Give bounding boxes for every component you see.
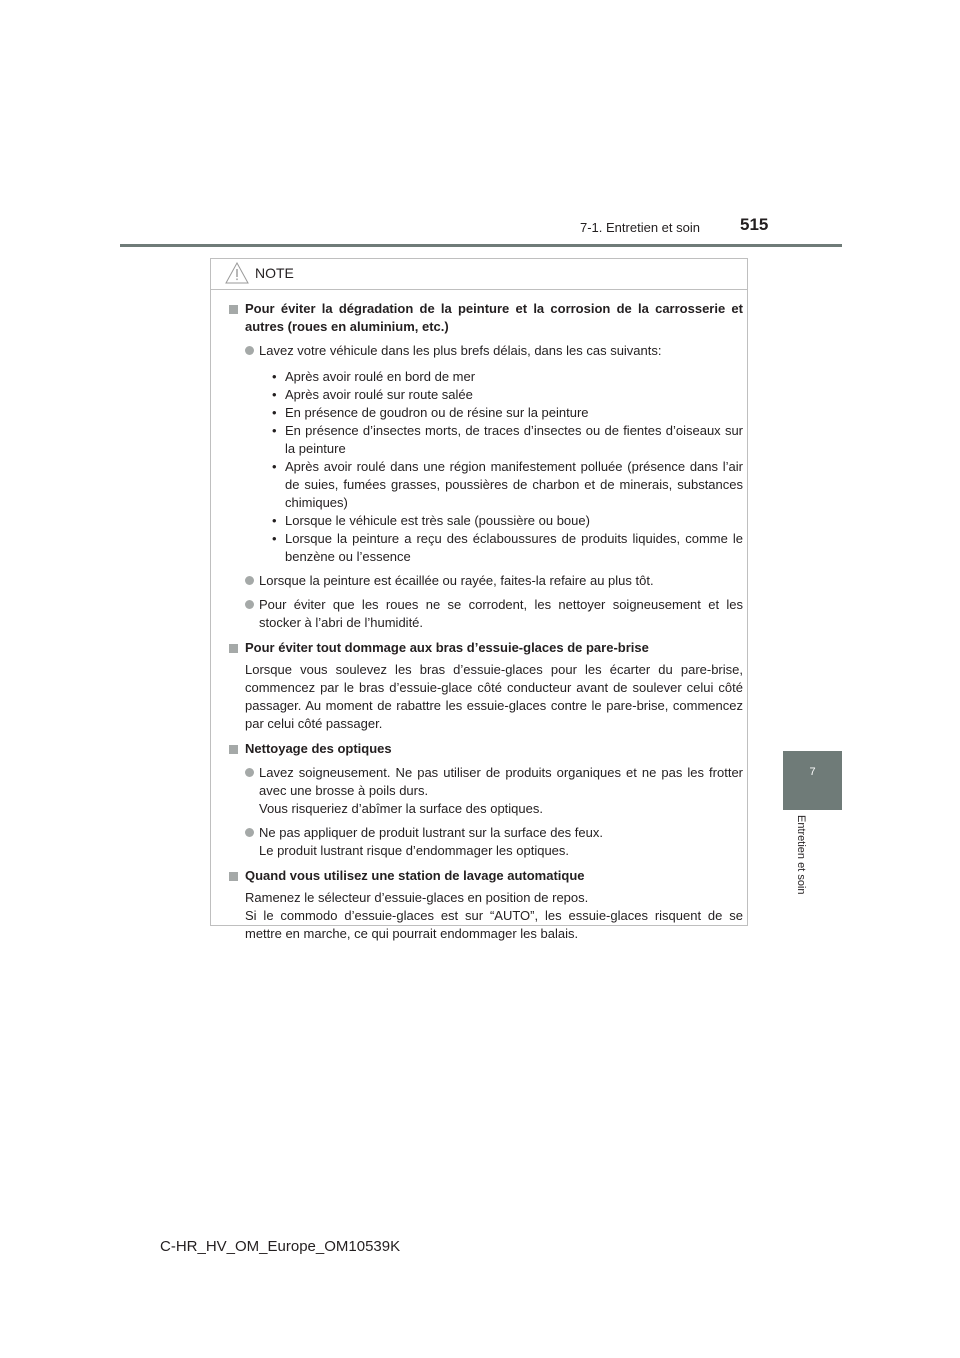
sub-list-item: • Lorsque la peinture a reçu des éclaboussures de produits liquides, comme le benzène ou l’essence xyxy=(272,530,743,566)
warning-triangle-icon xyxy=(225,262,249,289)
sub-list-item: • Après avoir roulé en bord de mer xyxy=(272,368,743,386)
section-paragraph: Lorsque vous soulevez les bras d’essuie-glaces pour les écarter du pare-brise, commencez par le bras d’essuie-glace côté conducteur avant de soulever celui côté passager. Au moment de rabattre les essuie-glaces contre le pare-brise, commencez par celui côté passager. xyxy=(245,662,743,731)
section-header: 7-1. Entretien et soin xyxy=(580,220,700,235)
bullet-item xyxy=(245,342,743,566)
note-section xyxy=(228,740,743,860)
chapter-title: Entretien et soin xyxy=(795,815,807,895)
bullet-text: Le produit lustrant risque d’endommager les optiques. xyxy=(259,843,570,858)
circle-bullet-icon xyxy=(245,768,254,777)
note-section xyxy=(228,867,743,943)
note-body xyxy=(211,290,747,943)
bullet-text: Lavez votre véhicule dans les plus brefs délais, dans les cas suivants: xyxy=(259,343,662,358)
bullet-item xyxy=(245,764,743,818)
circle-bullet-icon xyxy=(245,576,254,585)
sub-list-item: • En présence d’insectes morts, de traces d’insectes ou de fientes d’oiseaux sur la peinture xyxy=(272,422,743,458)
section-title: Pour éviter tout dommage aux bras d’essuie-glaces de pare-brise xyxy=(245,640,649,655)
bullet-item xyxy=(245,824,743,860)
sub-list-item: • Lorsque le véhicule est très sale (poussière ou boue) xyxy=(272,512,743,530)
sub-list-item: • Après avoir roulé sur route salée xyxy=(272,386,743,404)
note-header xyxy=(211,259,747,290)
note-section xyxy=(228,639,743,733)
sub-list xyxy=(272,368,743,566)
header-divider xyxy=(120,244,842,247)
circle-bullet-icon xyxy=(245,600,254,609)
circle-bullet-icon xyxy=(245,828,254,837)
note-title: NOTE xyxy=(255,265,294,281)
section-paragraph: Si le commodo d’essuie-glaces est sur “AUTO”, les essuie-glaces risquent de se mettre en marche, ce qui pourrait endommager les balais. xyxy=(245,908,743,941)
bullet-text: Ne pas appliquer de produit lustrant sur la surface des feux. xyxy=(259,825,603,840)
section-title: Pour éviter la dégradation de la peinture et la corrosion de la carrosserie et autres (roues en aluminium, etc.) xyxy=(245,301,743,334)
bullet-item xyxy=(245,572,743,590)
square-bullet-icon xyxy=(229,745,238,754)
square-bullet-icon xyxy=(229,305,238,314)
section-paragraph: Ramenez le sélecteur d’essuie-glaces en position de repos. xyxy=(245,890,589,905)
note-box xyxy=(210,258,748,941)
bullet-text: Pour éviter que les roues ne se corrodent, les nettoyer soigneusement et les stocker à l’abri de l’humidité. xyxy=(259,597,743,630)
chapter-tab xyxy=(783,751,842,810)
sub-list-item: • Après avoir roulé dans une région manifestement polluée (présence dans l’air de suies, fumées grasses, poussières de charbon et de minerais, substances chimiques) xyxy=(272,458,743,512)
note-section xyxy=(228,300,743,632)
square-bullet-icon xyxy=(229,872,238,881)
bullet-text: Lorsque la peinture est écaillée ou rayée, faites-la refaire au plus tôt. xyxy=(259,573,654,588)
sub-list-item: • En présence de goudron ou de résine sur la peinture xyxy=(272,404,743,422)
square-bullet-icon xyxy=(229,644,238,653)
section-title: Quand vous utilisez une station de lavage automatique xyxy=(245,868,585,883)
bullet-item xyxy=(245,596,743,632)
bullet-text: Lavez soigneusement. Ne pas utiliser de produits organiques et ne pas les frotter avec une brosse à poils durs. xyxy=(259,765,743,798)
page-number: 515 xyxy=(740,215,769,234)
document-id: C-HR_HV_OM_Europe_OM10539K xyxy=(160,1238,401,1255)
circle-bullet-icon xyxy=(245,346,254,355)
chapter-number: 7 xyxy=(809,766,816,778)
bullet-text: Vous risqueriez d’abîmer la surface des optiques. xyxy=(259,801,543,816)
section-title: Nettoyage des optiques xyxy=(245,741,392,756)
